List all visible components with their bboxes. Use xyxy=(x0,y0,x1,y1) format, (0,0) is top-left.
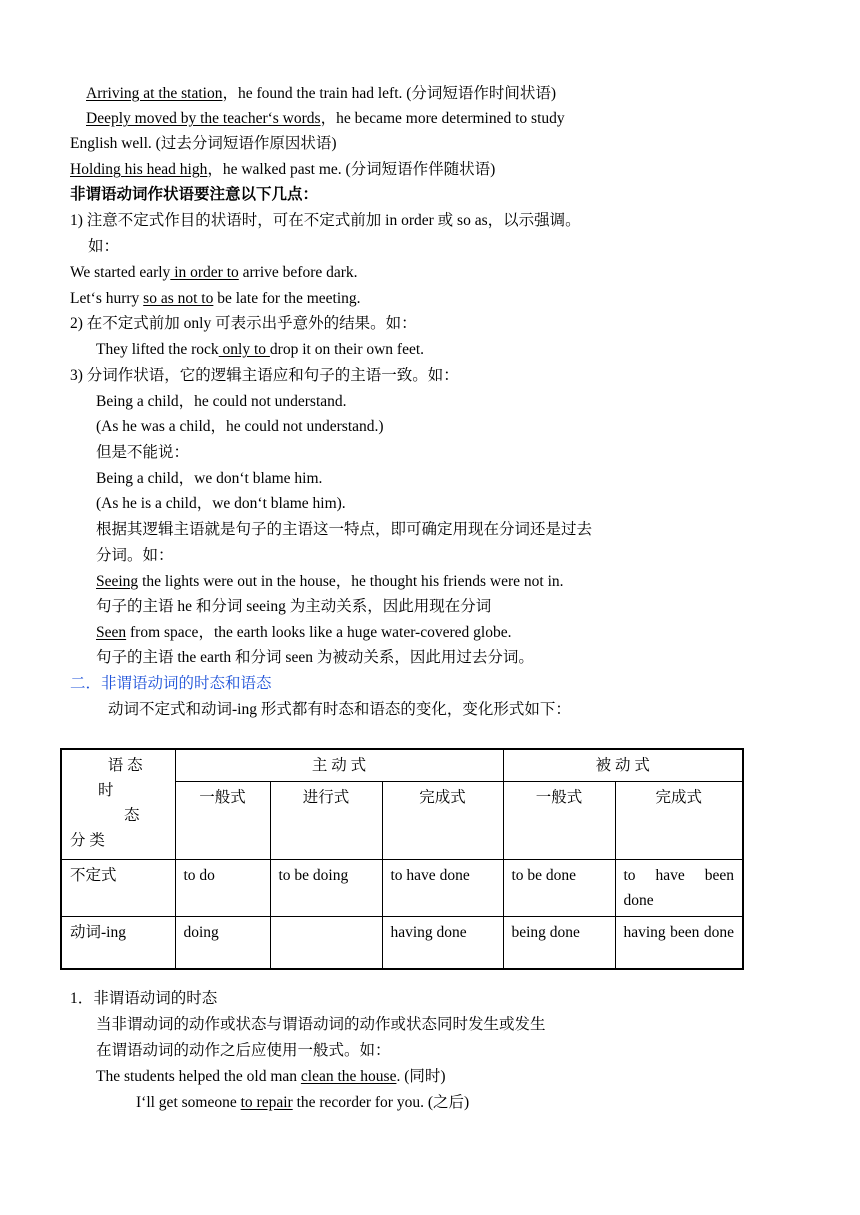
text-line: 动词不定式和动词-ing 形式都有时态和语态的变化，变化形式如下： xyxy=(108,701,571,718)
active-voice-header: 主 动 式 xyxy=(175,749,503,782)
underlined-phrase: Seeing xyxy=(96,573,139,590)
text-line: 句子的主语 he 和分词 seeing 为主动关系，因此用现在分词 xyxy=(96,598,492,615)
example-sentence: (As he is a child，we don‘t blame him). xyxy=(96,495,346,512)
text-line: 在谓语动词的动作之后应使用一般式。如： xyxy=(96,1042,391,1059)
table-row xyxy=(61,917,743,969)
example-sentence: I‘ll get someone to repair the recorder for you. (之后) xyxy=(136,1094,470,1111)
section-heading-blue: 二．非谓语动词的时态和语态 xyxy=(70,675,272,692)
text-line: 但是不能说： xyxy=(96,444,190,461)
text-line: 当非谓动词的动作或状态与谓语动词的动作或状态同时发生或发生 xyxy=(96,1016,546,1033)
text-line: Deeply moved by the teacher‘s words，he became more determined to study xyxy=(86,110,565,127)
table-cell: to do xyxy=(175,860,270,917)
underlined-phrase: Holding his head high xyxy=(70,161,208,178)
text-line: 1) 注意不定式作目的状语时，可在不定式前加 in order 或 so as，以示强调。 xyxy=(70,212,581,229)
underlined-phrase: Arriving at the station xyxy=(86,85,223,102)
row-label: 不定式 xyxy=(61,860,175,917)
table-cell: to be doing xyxy=(270,860,382,917)
table-cell: having been done xyxy=(615,917,743,969)
example-sentence: Let‘s hurry so as not to be late for the meeting. xyxy=(70,290,361,307)
example-sentence: The students helped the old man clean the house. (同时) xyxy=(96,1068,446,1085)
underlined-phrase: Seen xyxy=(96,624,127,641)
example-sentence: They lifted the rock only to drop it on their own feet. xyxy=(96,341,425,358)
column-header: 一般式 xyxy=(503,782,615,860)
underlined-phrase: only to xyxy=(218,341,270,358)
example-sentence: Seeing the lights were out in the house，he thought his friends were not in. xyxy=(96,573,564,590)
text-line: 2) 在不定式前加 only 可表示出乎意外的结果。如： xyxy=(70,315,417,332)
text-line: 如： xyxy=(88,238,120,255)
text-line: Holding his head high，he walked past me. (分词短语作伴随状语) xyxy=(70,161,496,178)
column-header: 进行式 xyxy=(270,782,382,860)
example-sentence: Being a child，he could not understand. xyxy=(96,393,347,410)
column-header: 完成式 xyxy=(615,782,743,860)
text-line: 分词。如： xyxy=(96,547,174,564)
column-header: 完成式 xyxy=(382,782,503,860)
underlined-phrase: so as not to xyxy=(143,290,214,307)
table-corner-header: 语 态 时 态 分 类 xyxy=(61,749,175,860)
column-header: 一般式 xyxy=(175,782,270,860)
example-sentence: (As he was a child，he could not understand.) xyxy=(96,418,384,435)
example-sentence: Being a child，we don‘t blame him. xyxy=(96,470,323,487)
underlined-phrase: clean the house xyxy=(300,1068,397,1085)
row-label: 动词-ing xyxy=(61,917,175,969)
text-line: 根据其逻辑主语就是句子的主语这一特点，即可确定用现在分词还是过去 xyxy=(96,521,593,538)
underlined-phrase: to repair xyxy=(240,1094,293,1111)
table-cell xyxy=(270,917,382,969)
table-cell: to have been done xyxy=(615,860,743,917)
table-cell: doing xyxy=(175,917,270,969)
table-cell: being done xyxy=(503,917,615,969)
text-line: Arriving at the station，he found the train had left. (分词短语作时间状语) xyxy=(86,85,557,102)
table-cell: having done xyxy=(382,917,503,969)
example-sentence: We started early in order to arrive before dark. xyxy=(70,264,358,281)
text-line: 句子的主语 the earth 和分词 seen 为被动关系，因此用过去分词。 xyxy=(96,649,534,666)
table-cell: to have done xyxy=(382,860,503,917)
section-heading: 非谓语动词作状语要注意以下几点： xyxy=(70,186,319,203)
table-cell: to be done xyxy=(503,860,615,917)
passive-voice-header: 被 动 式 xyxy=(503,749,743,782)
example-sentence: Seen from space，the earth looks like a huge water-covered globe. xyxy=(96,624,512,641)
text-line: English well. (过去分词短语作原因状语) xyxy=(70,135,337,152)
forms-table xyxy=(60,748,744,970)
text-line: 3) 分词作状语，它的逻辑主语应和句子的主语一致。如： xyxy=(70,367,459,384)
underlined-phrase: Deeply moved by the teacher‘s words xyxy=(86,110,321,127)
underlined-phrase: in order to xyxy=(170,264,239,281)
section-heading: 1．非谓语动词的时态 xyxy=(70,990,218,1007)
table-row xyxy=(61,860,743,917)
